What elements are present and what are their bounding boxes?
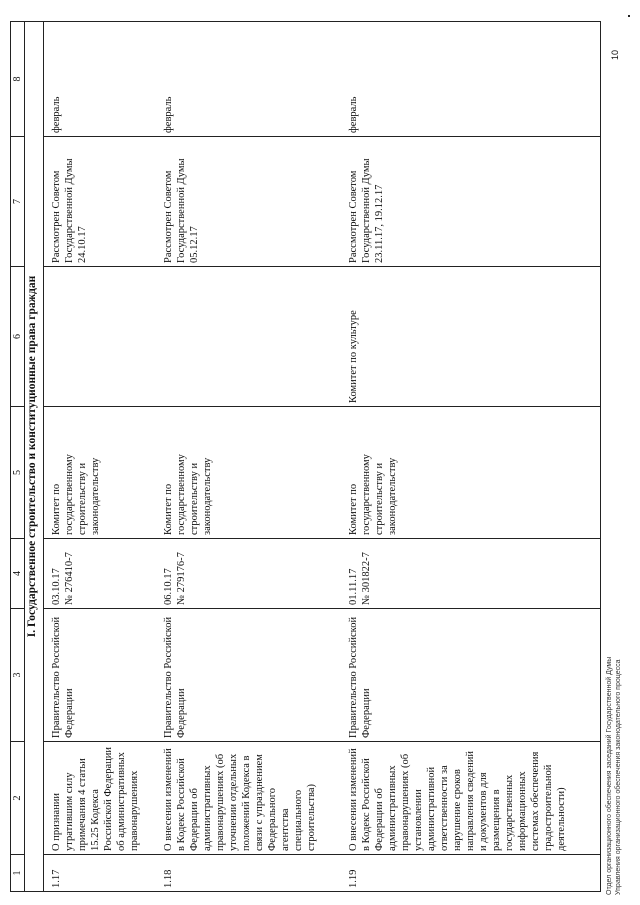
review-status: Рассмотрен Советом Государственной Думы 23.11.17, 19.12.17 — [341, 137, 600, 267]
legislation-table — [10, 21, 601, 892]
registration-info: 03.10.17 № 276410-7 — [44, 539, 156, 609]
table-row — [156, 22, 341, 892]
bill-title: О признании утратившим силу примечания 4 статьи 15.25 Кодекса Российской Федерации об административных правонарушениях — [44, 742, 156, 855]
co-executor-committee: Комитет по культуре — [341, 267, 600, 407]
column-header: 6 — [11, 267, 25, 407]
column-header: 8 — [11, 22, 25, 137]
bill-number: 1.19 — [341, 855, 600, 892]
responsible-committee: Комитет по государственному строительству и законодательству — [44, 407, 156, 539]
section-row — [25, 22, 44, 892]
co-executor-committee — [44, 267, 156, 407]
column-header: 1 — [11, 855, 25, 892]
registration-info: 01.11.17 № 301822-7 — [341, 539, 600, 609]
footer-line-2: Управления организационного обеспечения законодательного процесса — [615, 659, 622, 895]
planned-term: февраль — [341, 22, 600, 137]
review-status: Рассмотрен Советом Государственной Думы 05.12.17 — [156, 137, 341, 267]
responsible-committee: Комитет по государственному строительству и законодательству — [156, 407, 341, 539]
co-executor-committee — [156, 267, 341, 407]
column-header: 5 — [11, 407, 25, 539]
footer-line-1: Отдел организационного обеспечения заседаний Государственной Думы — [606, 656, 613, 895]
scan-dot — [628, 15, 630, 17]
bill-title: О внесении изменений в Кодекс Российской Федерации об административных правонарушениях (об уточнении отдельных положений Кодекса в связи с упразднением Федерального агентства специального строительства) — [156, 742, 341, 855]
planned-term: февраль — [156, 22, 341, 137]
column-header: 7 — [11, 137, 25, 267]
column-number-row — [11, 22, 25, 892]
footer — [605, 657, 623, 895]
bill-number: 1.18 — [156, 855, 341, 892]
planned-term: февраль — [44, 22, 156, 137]
table-row — [44, 22, 156, 892]
review-status: Рассмотрен Советом Государственной Думы 24.10.17 — [44, 137, 156, 267]
bill-author: Правительство Российской Федерации — [341, 609, 600, 742]
column-header: 2 — [11, 742, 25, 855]
bill-author: Правительство Российской Федерации — [156, 609, 341, 742]
page-number: 10 — [610, 49, 620, 60]
column-header: 4 — [11, 539, 25, 609]
table-row — [341, 22, 600, 892]
bill-author: Правительство Российской Федерации — [44, 609, 156, 742]
bill-title: О внесении изменений в Кодекс Российской Федерации об административных правонарушениях (об установлении административной ответственности за нарушение сроков направления сведений и документов для размещения в государственных информационных системах обеспечения градостроительной деятельности) — [341, 742, 600, 855]
responsible-committee: Комитет по государственному строительству и законодательству — [341, 407, 600, 539]
bill-number: 1.17 — [44, 855, 156, 892]
registration-info: 06.10.17 № 279176-7 — [156, 539, 341, 609]
column-header: 3 — [11, 609, 25, 742]
section-title: I. Государственное строительство и конституционные права граждан — [25, 22, 44, 892]
